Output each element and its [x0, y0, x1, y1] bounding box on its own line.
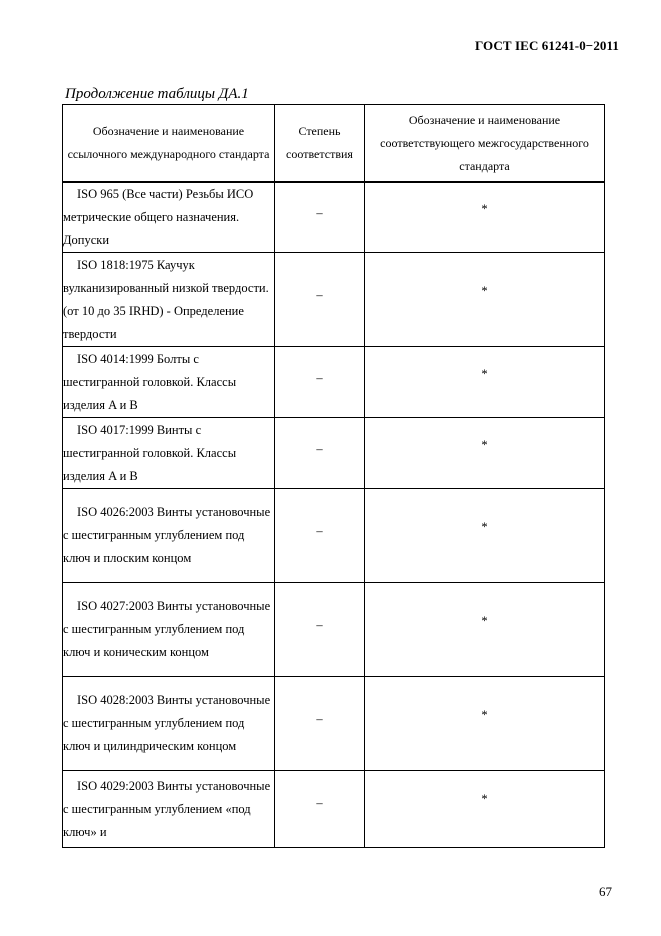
table-row	[63, 771, 605, 848]
degree-cell: –	[275, 347, 365, 418]
column-header-international-standard: Обозначение и наименование ссылочного международного стандарта	[63, 105, 275, 183]
document-code: ГОСТ IEC 61241-0−2011	[474, 38, 619, 53]
degree-cell: –	[275, 418, 365, 489]
column-header-interstate-standard: Обозначение и наименование соответствующего межгосударственного стандарта	[365, 105, 605, 183]
international-standard-cell: ISO 4026:2003 Винты установочные с шестигранным углублением под ключ и плоским концом	[63, 489, 275, 583]
degree-cell: –	[275, 253, 365, 347]
degree-cell: –	[275, 677, 365, 771]
table-caption: Продолжение таблицы ДА.1	[65, 86, 249, 102]
table-row	[63, 418, 605, 489]
table-header-row	[63, 105, 605, 183]
interstate-standard-cell: *	[365, 182, 605, 253]
international-standard-cell: ISO 965 (Все части) Резьбы ИСО метрические общего назначения. Допуски	[63, 182, 275, 253]
table-row	[63, 583, 605, 677]
table-row	[63, 347, 605, 418]
table-row	[63, 489, 605, 583]
international-standard-cell: ISO 1818:1975 Каучук вулканизированный низкой твердости. (от 10 до 35 IRHD) - Определение твердости	[63, 253, 275, 347]
international-standard-cell: ISO 4028:2003 Винты установочные с шестигранным углублением под ключ и цилиндрическим концом	[63, 677, 275, 771]
page-number: 67	[599, 884, 612, 899]
standards-table	[62, 104, 605, 848]
column-header-degree: Степень соответствия	[275, 105, 365, 183]
interstate-standard-cell: *	[365, 418, 605, 489]
table-row	[63, 253, 605, 347]
degree-cell: –	[275, 489, 365, 583]
international-standard-cell: ISO 4014:1999 Болты с шестигранной головкой. Классы изделия A и B	[63, 347, 275, 418]
table-row	[63, 677, 605, 771]
degree-cell: –	[275, 583, 365, 677]
international-standard-cell: ISO 4027:2003 Винты установочные с шестигранным углублением под ключ и коническим концом	[63, 583, 275, 677]
interstate-standard-cell: *	[365, 347, 605, 418]
interstate-standard-cell: *	[365, 583, 605, 677]
degree-cell: –	[275, 182, 365, 253]
interstate-standard-cell: *	[365, 771, 605, 848]
interstate-standard-cell: *	[365, 253, 605, 347]
interstate-standard-cell: *	[365, 489, 605, 583]
interstate-standard-cell: *	[365, 677, 605, 771]
international-standard-cell: ISO 4017:1999 Винты с шестигранной головкой. Классы изделия A и B	[63, 418, 275, 489]
international-standard-cell: ISO 4029:2003 Винты установочные с шестигранным углублением «под ключ» и	[63, 771, 275, 848]
degree-cell: –	[275, 771, 365, 848]
table-row	[63, 182, 605, 253]
